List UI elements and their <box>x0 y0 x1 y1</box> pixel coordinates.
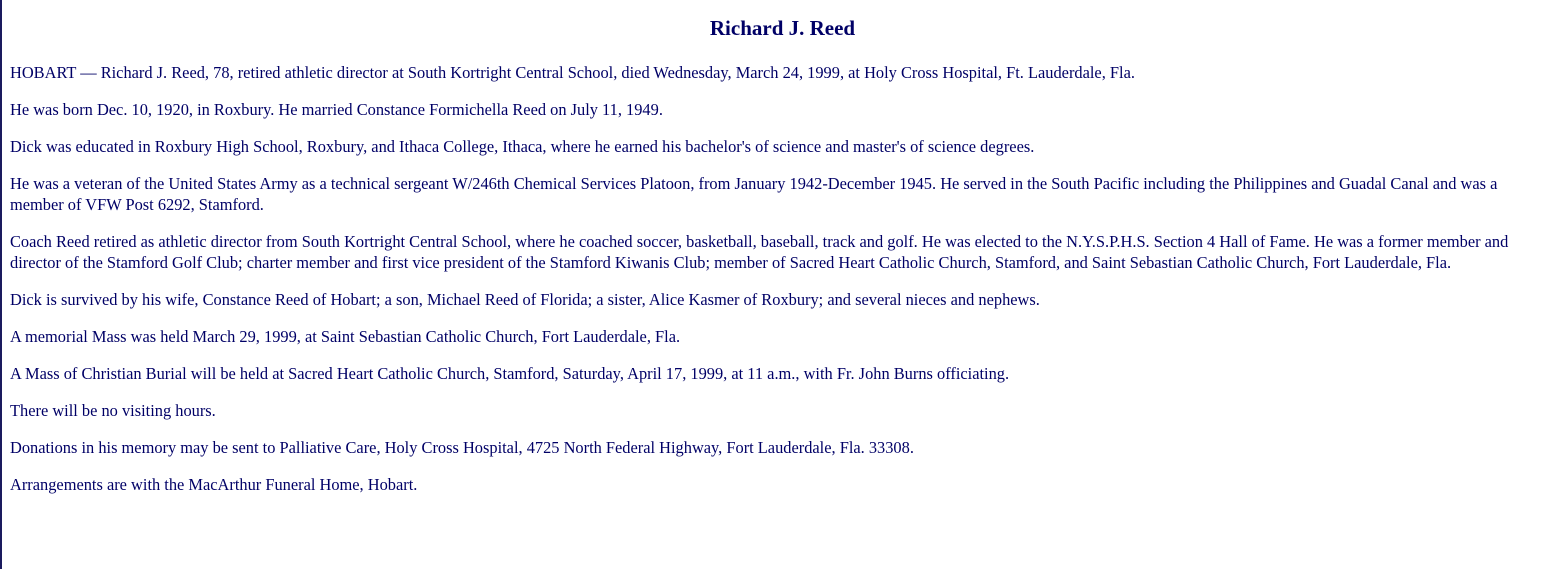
paragraph-burial: A Mass of Christian Burial will be held at Sacred Heart Catholic Church, Stamford, Saturday, April 17, 1999, at 11 a.m., with Fr. John Burns officiating. <box>10 364 1010 383</box>
paragraph-donations: Donations in his memory may be sent to Palliative Care, Holy Cross Hospital, 4725 North Federal Highway, Fort Lauderdale, Fla. 33308. <box>10 438 914 457</box>
page-title: Richard J. Reed <box>709 16 856 40</box>
paragraph-arrangements: Arrangements are with the MacArthur Funeral Home, Hobart. <box>10 475 418 494</box>
paragraph-intro: HOBART — Richard J. Reed, 78, retired athletic director at South Kortright Central School, died Wednesday, March 24, 1999, at Holy Cross Hospital, Ft. Lauderdale, Fla. <box>10 63 1135 82</box>
paragraph-survivors: Dick is survived by his wife, Constance Reed of Hobart; a son, Michael Reed of Florida; a sister, Alice Kasmer of Roxbury; and several nieces and nephews. <box>10 290 1040 309</box>
paragraph-military-service: He was a veteran of the United States Army as a technical sergeant W/246th Chemical Services Platoon, from January 1942-December 1945. He served in the South Pacific including the Philippines and Guadal Canal and was a member of VFW Post 6292, Stamford. <box>10 174 1498 214</box>
paragraph-visiting-hours: There will be no visiting hours. <box>10 401 216 420</box>
paragraph-career: Coach Reed retired as athletic director from South Kortright Central School, where he coached soccer, basketball, baseball, track and golf. He was elected to the N.Y.S.P.H.S. Section 4 Hall of Fame. He was a former member and director of the Stamford Golf Club; charter member and first vice president of the Stamford Kiwanis Club; member of Sacred Heart Catholic Church, Stamford, and Saint Sebastian Catholic Church, Fort Lauderdale, Fla. <box>10 232 1509 272</box>
paragraph-birth-marriage: He was born Dec. 10, 1920, in Roxbury. He married Constance Formichella Reed on July 11, 1949. <box>10 100 663 119</box>
paragraph-memorial-mass: A memorial Mass was held March 29, 1999, at Saint Sebastian Catholic Church, Fort Lauderdale, Fla. <box>10 327 681 346</box>
paragraph-education: Dick was educated in Roxbury High School, Roxbury, and Ithaca College, Ithaca, where he earned his bachelor's of science and master's of science degrees. <box>10 137 1035 156</box>
